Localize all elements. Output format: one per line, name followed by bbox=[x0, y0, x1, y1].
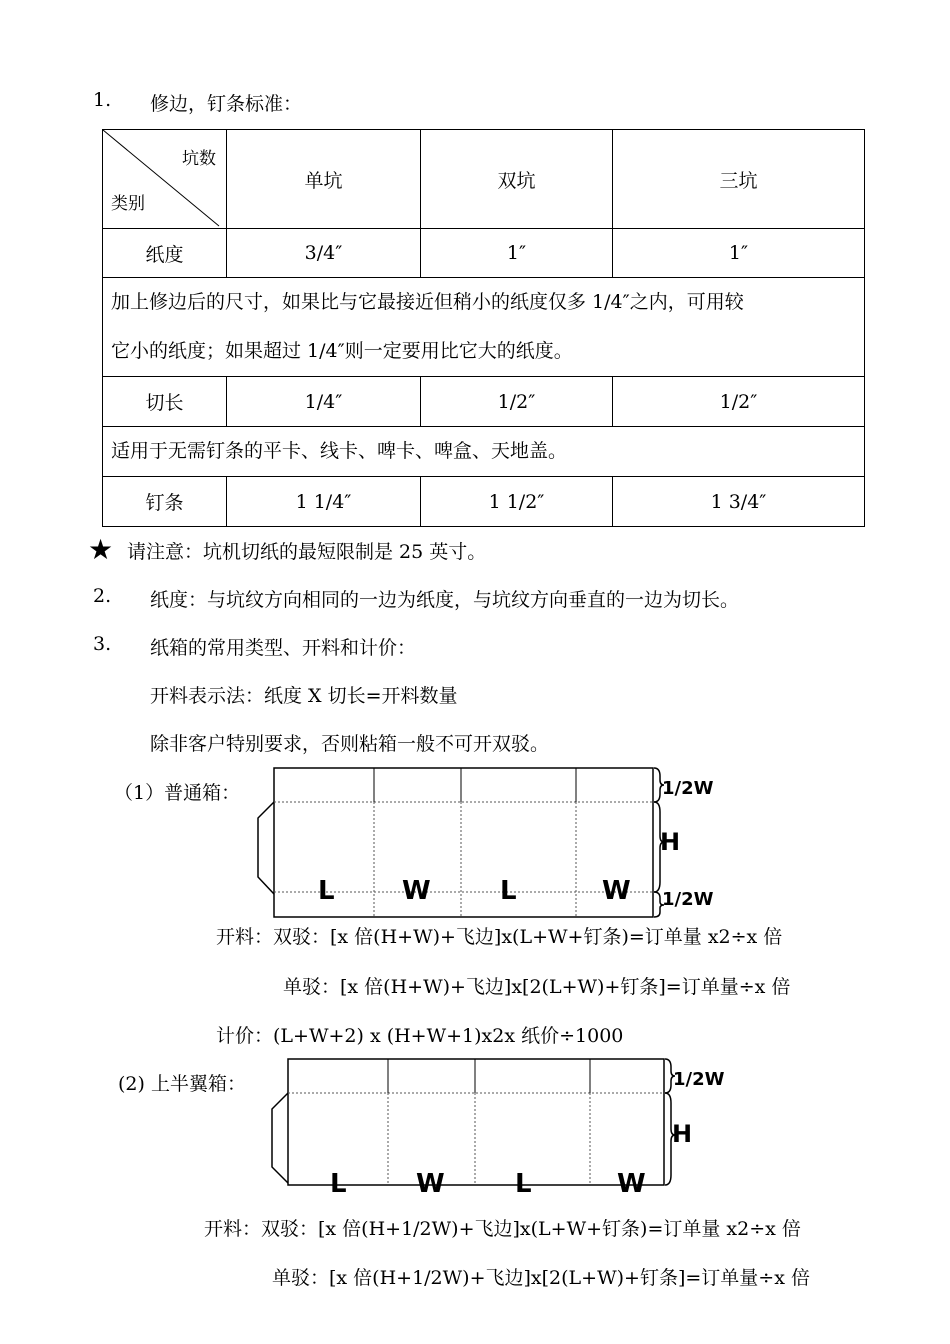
table-cell: 1″ bbox=[613, 229, 865, 278]
box2-panel-label: L bbox=[330, 1169, 347, 1198]
box1-dim-label: H bbox=[660, 828, 681, 856]
header-single-wall: 单坑 bbox=[227, 130, 421, 229]
box1-price: 计价：(L+W+2) x (H+W+1)x2x 纸价÷1000 bbox=[216, 1025, 624, 1047]
section-3-title: 纸箱的常用类型、开料和计价： bbox=[150, 637, 417, 659]
box1-cut-single: 单驳：[x 倍(H+W)+飞边]x[2(L+W)+钉条]=订单量÷x 倍 bbox=[283, 976, 791, 998]
table-cell: 1/2″ bbox=[613, 377, 865, 427]
section-2-text: 纸度：与坑纹方向相同的一边为纸度，与坑纹方向垂直的一边为切长。 bbox=[150, 589, 740, 611]
table-note-row bbox=[103, 427, 865, 477]
box2-cut-double: 开料：双驳：[x 倍(H+1/2W)+飞边]x(L+W+钉条)=订单量 x2÷x 倍 bbox=[204, 1218, 801, 1240]
header-double-wall: 双坑 bbox=[421, 130, 613, 229]
table-cell: 1/2″ bbox=[421, 377, 613, 427]
box1-panel-label: L bbox=[500, 876, 517, 906]
note-line: 加上修边后的尺寸，如果比与它最接近但稍小的纸度仅多 1/4″之内，可用较 bbox=[111, 291, 744, 313]
row-label: 钉条 bbox=[103, 477, 227, 527]
section-2-number: 2. bbox=[93, 585, 112, 607]
section-3-line-1: 开料表示法：纸度 X 切长=开料数量 bbox=[150, 685, 458, 707]
row-label: 纸度 bbox=[103, 229, 227, 278]
section-1-number: 1. bbox=[93, 89, 112, 111]
table-note-cell: 适用于无需钉条的平卡、线卡、啤卡、啤盒、天地盖。 bbox=[103, 427, 865, 477]
section-3-line-2: 除非客户特别要求，否则粘箱一般不可开双驳。 bbox=[150, 733, 550, 755]
box2-panel-label: W bbox=[617, 1169, 646, 1198]
table-row bbox=[103, 477, 865, 527]
box2-cut-single: 单驳：[x 倍(H+1/2W)+飞边]x[2(L+W)+钉条]=订单量÷x 倍 bbox=[272, 1267, 810, 1289]
spec-table bbox=[102, 129, 865, 527]
table-cell: 1 3/4″ bbox=[613, 477, 865, 527]
box2-diagram bbox=[262, 1053, 742, 1198]
table-note-row bbox=[103, 278, 865, 377]
section-1-title: 修边，钉条标准： bbox=[150, 93, 303, 115]
header-corner-bottom: 类别 bbox=[111, 194, 145, 214]
diagonal-header-cell bbox=[103, 130, 227, 229]
box1-panel-label: L bbox=[318, 876, 335, 906]
section-3-number: 3. bbox=[93, 633, 112, 655]
header-triple-wall: 三坑 bbox=[613, 130, 865, 229]
table-cell: 1 1/4″ bbox=[227, 477, 421, 527]
table-note-cell bbox=[103, 278, 865, 377]
box1-panel-label: W bbox=[602, 876, 631, 906]
box1-panel-label: W bbox=[402, 876, 431, 906]
table-cell: 1 1/2″ bbox=[421, 477, 613, 527]
notice-text: 请注意：坑机切纸的最短限制是 25 英寸。 bbox=[127, 541, 487, 563]
box2-glue-flap bbox=[272, 1093, 288, 1183]
box1-cut-double: 开料：双驳：[x 倍(H+W)+飞边]x(L+W+钉条)=订单量 x2÷x 倍 bbox=[216, 926, 783, 948]
row-label: 切长 bbox=[103, 377, 227, 427]
table-cell: 3/4″ bbox=[227, 229, 421, 278]
box2-panel-label: L bbox=[515, 1169, 532, 1198]
box2-outline bbox=[288, 1059, 664, 1185]
box1-glue-flap bbox=[258, 802, 274, 894]
box1-dim-label: 1/2W bbox=[662, 778, 714, 799]
box2-dim-label: 1/2W bbox=[673, 1069, 725, 1090]
box1-label: （1）普通箱： bbox=[114, 782, 241, 804]
box2-dim-label: H bbox=[672, 1120, 693, 1148]
header-corner-top: 坑数 bbox=[182, 149, 216, 169]
table-row bbox=[103, 377, 865, 427]
table-cell: 1/4″ bbox=[227, 377, 421, 427]
table-cell: 1″ bbox=[421, 229, 613, 278]
box1-diagram bbox=[250, 762, 730, 924]
table-header-row bbox=[103, 130, 865, 229]
table-row bbox=[103, 229, 865, 278]
box2-panel-label: W bbox=[416, 1169, 445, 1198]
box2-label: (2) 上半翼箱： bbox=[118, 1073, 246, 1095]
box1-dim-label: 1/2W bbox=[662, 889, 714, 910]
star-icon: ★ bbox=[88, 533, 114, 566]
note-line: 它小的纸度；如果超过 1/4″则一定要用比它大的纸度。 bbox=[111, 340, 573, 362]
